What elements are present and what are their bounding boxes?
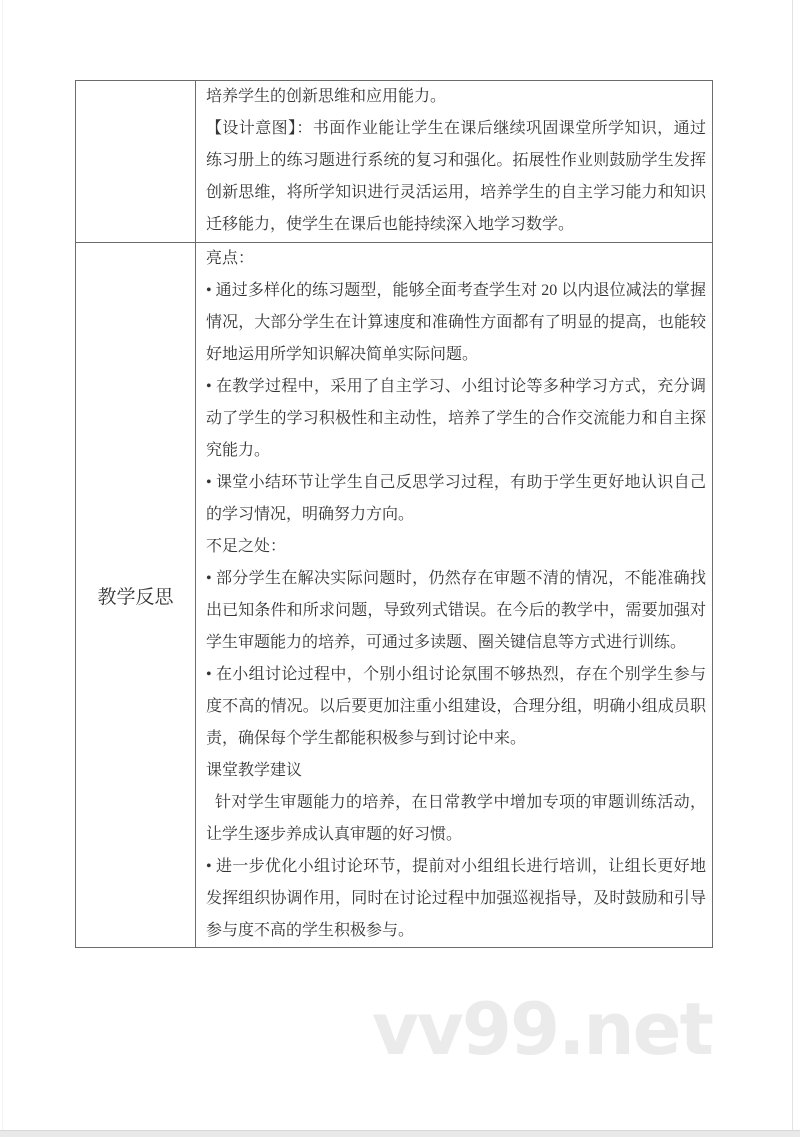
paragraph: • 部分学生在解决实际问题时，仍然存在审题不清的情况，不能准确找出已知条件和所求问题，导致列式错误。在今后的教学中，需要加强对学生审题能力的培养，可通过多读题、圈关键信息等方式进行训练。: [206, 570, 706, 651]
paragraph: • 在小组讨论过程中，个别小组讨论氛围不够热烈，存在个别学生参与度不高的情况。以后要更加注重小组建设，合理分组，明确小组成员职责，确保每个学生都能积极参与到讨论中来。: [206, 666, 706, 747]
page-bottom-edge-strip: [0, 1130, 800, 1137]
table-row-homework-design: [76, 81, 712, 242]
paragraph: 【设计意图】：书面作业能让学生在课后继续巩固课堂所学知识，通过练习册上的练习题进行系统的复习和强化。拓展性作业则鼓励学生发挥创新思维，将所学知识进行灵活运用，培养学生的自主学习能力和知识迁移能力，使学生在课后也能持续深入地学习数学。: [206, 120, 706, 233]
paragraph: 课堂教学建议: [206, 762, 303, 779]
paragraph: 亮点：: [206, 250, 255, 267]
row-label-teaching-reflection: 教学反思: [97, 586, 174, 608]
page-edge-right: [792, 0, 793, 1131]
paragraph: • 课堂小结环节让学生自己反思学习过程，有助于学生更好地认识自己的学习情况，明确努力方向。: [206, 474, 706, 523]
row-content-cell: [196, 243, 712, 947]
row-content-cell: [196, 81, 712, 242]
paragraph: • 在教学过程中，采用了自主学习、小组讨论等多种学习方式，充分调动了学生的学习积极性和主动性，培养了学生的合作交流能力和自主探究能力。: [206, 378, 706, 459]
paragraph: 培养学生的创新思维和应用能力。: [206, 88, 447, 105]
paragraph: • 通过多样化的练习题型，能够全面考查学生对 20 以内退位减法的掌握情况，大部分学生在计算速度和准确性方面都有了明显的提高，也能较好地运用所学知识解决简单实际问题。: [206, 282, 706, 363]
row-label-cell: [76, 81, 196, 242]
paragraph: • 进一步优化小组讨论环节，提前对小组组长进行培训，让组长更好地发挥组织协调作用，同时在讨论过程中加强巡视指导，及时鼓励和引导参与度不高的学生积极参与。: [206, 858, 706, 939]
watermark: vv99.net: [372, 987, 712, 1071]
paragraph: 不足之处：: [206, 538, 287, 555]
paragraph: 针对学生审题能力的培养，在日常教学中增加专项的审题训练活动，让学生逐步养成认真审题的好习惯。: [206, 794, 706, 843]
lesson-plan-table: [75, 80, 713, 948]
page-edge-left: [2, 0, 3, 1131]
row-label-cell: [76, 243, 196, 947]
table-row-teaching-reflection: [76, 242, 712, 947]
